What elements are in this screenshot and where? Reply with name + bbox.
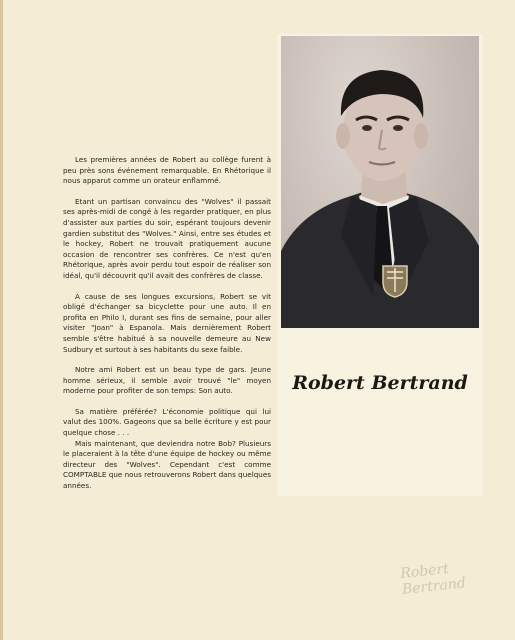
bio-paragraph-6: Mais maintenant, que deviendra notre Bob? Plusieurs le placeraient à la tête d'une équipe de hockey ou même directeur des "Wolves". Cependant c'est comme COMPTABLE que nous retrouverons Robert dans quelques années. bbox=[63, 438, 271, 491]
portrait-illustration bbox=[281, 36, 479, 328]
school-crest-icon bbox=[381, 264, 409, 298]
bio-paragraph-1: Les premières années de Robert au collège furent à peu près sons événement remarquable. En Rhétorique il nous apparut comme un orateur enflammé. bbox=[63, 155, 271, 186]
bio-paragraph-4: Notre ami Robert est un beau type de gars. Jeune homme sérieux, il semble avoir trouvé "le" moyen moderne pour profiter de son temps: Son auto. bbox=[63, 365, 271, 396]
bio-paragraph-5: Sa matière préférée? L'économie politique qui lui valut des 100%. Gageons que sa belle écriture y est pour quelque chose . . . bbox=[63, 406, 271, 438]
bio-paragraph-3: A cause de ses longues excursions, Robert se vit obligé d'échanger sa bicyclette pour une auto. Il en profita en Philo I, durant ses fins de semaine, pour aller visiter "Joan" à Espanola. Mais dernièrement Robert semble s'être habitué à sa nouvelle demeure au New Sudbury et surtout à ses habitants du sexe faible. bbox=[63, 291, 271, 354]
portrait-photo bbox=[281, 36, 479, 328]
biography-text bbox=[63, 155, 271, 492]
handwritten-signature: Robert Bertrand bbox=[399, 560, 467, 598]
bio-paragraph-2: Etant un partisan convaincu des "Wolves" il passait ses après-midi de congé à les regarder pratiquer, en plus d'assister aux parties du soir, espérant toujours devenir gardien substitut des "Wolves." Ainsi, entre ses études et le hockey, Robert ne trouvait pratiquement aucune occasion de rencontrer ses confrères. Ce n'est qu'en Rhétorique, après avoir perdu tout espoir de réaliser son idéal, qu'il découvrit qu'il avait des confrères de classe. bbox=[63, 196, 271, 280]
portrait-caption: Robert Bertrand bbox=[292, 372, 468, 394]
